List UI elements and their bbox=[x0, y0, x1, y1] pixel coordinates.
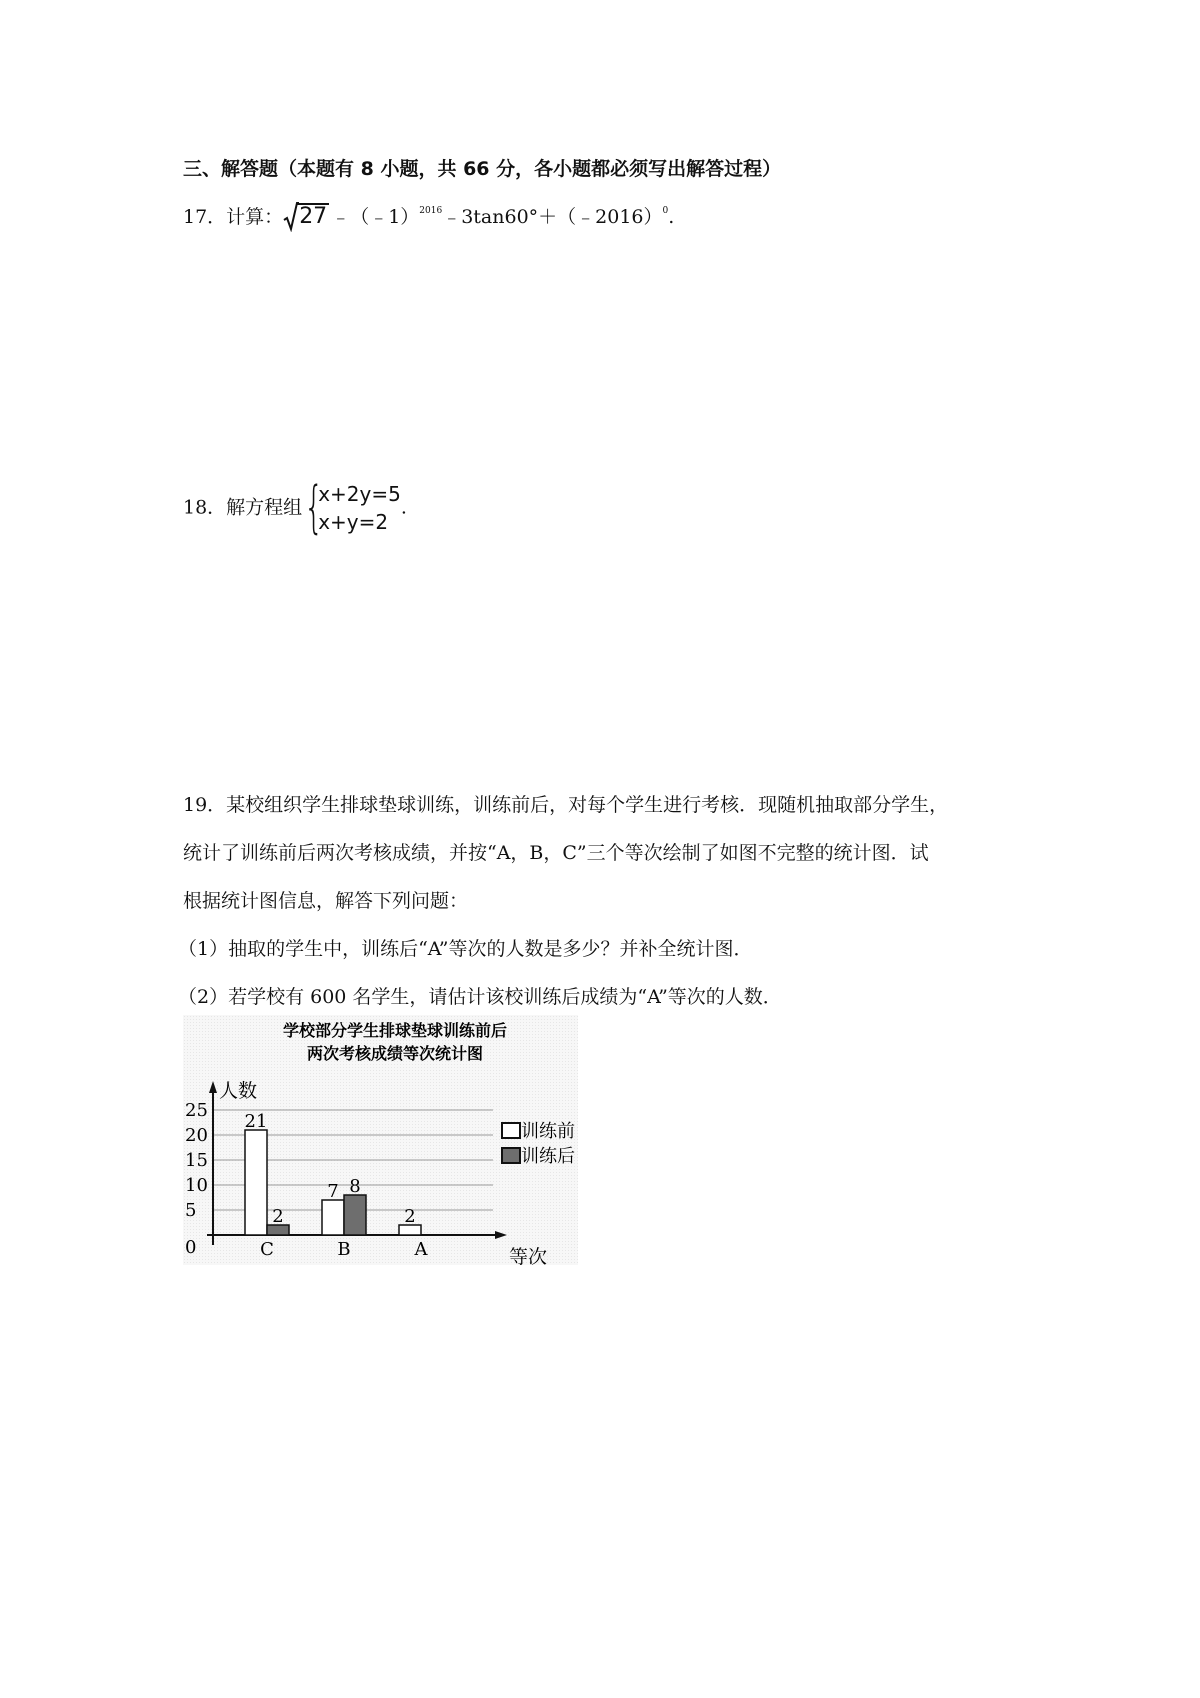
sqrt-27 bbox=[285, 206, 327, 228]
y-tick-label: 25 bbox=[185, 1100, 208, 1121]
question-18 bbox=[183, 475, 407, 540]
q19-line-2: 统计了训练前后两次考核成绩，并按“A，B，C”三个等次绘制了如图不完整的统计图．试 bbox=[183, 842, 929, 864]
question-17 bbox=[183, 206, 674, 228]
chart-svg bbox=[183, 1015, 578, 1265]
x-tick-label: A bbox=[414, 1239, 428, 1260]
bar bbox=[344, 1195, 366, 1235]
q17-prefix: 17．计算： bbox=[183, 206, 284, 228]
q17-exponent-2: 0 bbox=[662, 206, 669, 216]
bar-value-label: 21 bbox=[244, 1111, 268, 1132]
y-tick-label: 0 bbox=[185, 1237, 197, 1258]
y-axis-arrow-icon bbox=[209, 1081, 217, 1093]
q17-exponent-1: 2016 bbox=[419, 206, 443, 216]
y-tick-label: 20 bbox=[185, 1125, 208, 1146]
equation-system bbox=[304, 475, 401, 540]
q18-end: . bbox=[400, 496, 407, 519]
radicand: 27 bbox=[299, 204, 328, 229]
brace-icon: { bbox=[304, 475, 324, 540]
y-tick-label: 15 bbox=[185, 1150, 208, 1171]
legend-label-after: 训练后 bbox=[521, 1146, 575, 1167]
chart-title-line-2: 两次考核成绩等次统计图 bbox=[306, 1044, 484, 1063]
q17-part2: ﹣3tan60°＋（﹣2016） bbox=[442, 206, 663, 228]
x-tick-label: B bbox=[337, 1239, 351, 1260]
bar bbox=[322, 1200, 344, 1235]
x-tick-label: C bbox=[260, 1239, 274, 1260]
y-tick-label: 5 bbox=[185, 1200, 197, 1221]
bar bbox=[245, 1130, 267, 1235]
legend-label-before: 训练前 bbox=[521, 1121, 575, 1142]
bar-value-label: 7 bbox=[327, 1181, 339, 1202]
bar-value-label: 2 bbox=[404, 1206, 416, 1227]
legend-swatch-before bbox=[502, 1123, 520, 1138]
chart-title-line-1: 学校部分学生排球垫球训练前后 bbox=[282, 1021, 508, 1040]
q17-part1: ﹣（﹣1） bbox=[331, 206, 420, 228]
legend-swatch-after bbox=[502, 1148, 520, 1163]
radical-sign-icon bbox=[283, 202, 299, 232]
q18-prefix: 18．解方程组 bbox=[183, 496, 303, 519]
equation-1: x+2y=5 bbox=[318, 482, 401, 506]
q17-end: . bbox=[668, 206, 675, 228]
q19-line-1: 19．某校组织学生排球垫球训练，训练前后，对每个学生进行考核．现随机抽取部分学生， bbox=[183, 794, 949, 816]
equation-2: x+y=2 bbox=[318, 510, 389, 534]
section-title: 三、解答题（本题有 8 小题，共 66 分，各小题都必须写出解答过程） bbox=[183, 158, 782, 180]
y-axis-label: 人数 bbox=[219, 1080, 258, 1102]
bar-value-label: 2 bbox=[272, 1206, 284, 1227]
y-tick-label: 10 bbox=[185, 1175, 208, 1196]
q19-sub-1: （1）抽取的学生中，训练后“A”等次的人数是多少？并补全统计图． bbox=[178, 938, 753, 960]
bar-value-label: 8 bbox=[349, 1176, 361, 1197]
q19-line-3: 根据统计图信息，解答下列问题： bbox=[183, 890, 469, 912]
x-axis-label: 等次 bbox=[509, 1246, 548, 1265]
bar-chart bbox=[183, 1015, 578, 1265]
q19-sub-2: （2）若学校有 600 名学生，请估计该校训练后成绩为“A”等次的人数． bbox=[178, 986, 782, 1008]
x-axis-arrow-icon bbox=[495, 1231, 507, 1239]
